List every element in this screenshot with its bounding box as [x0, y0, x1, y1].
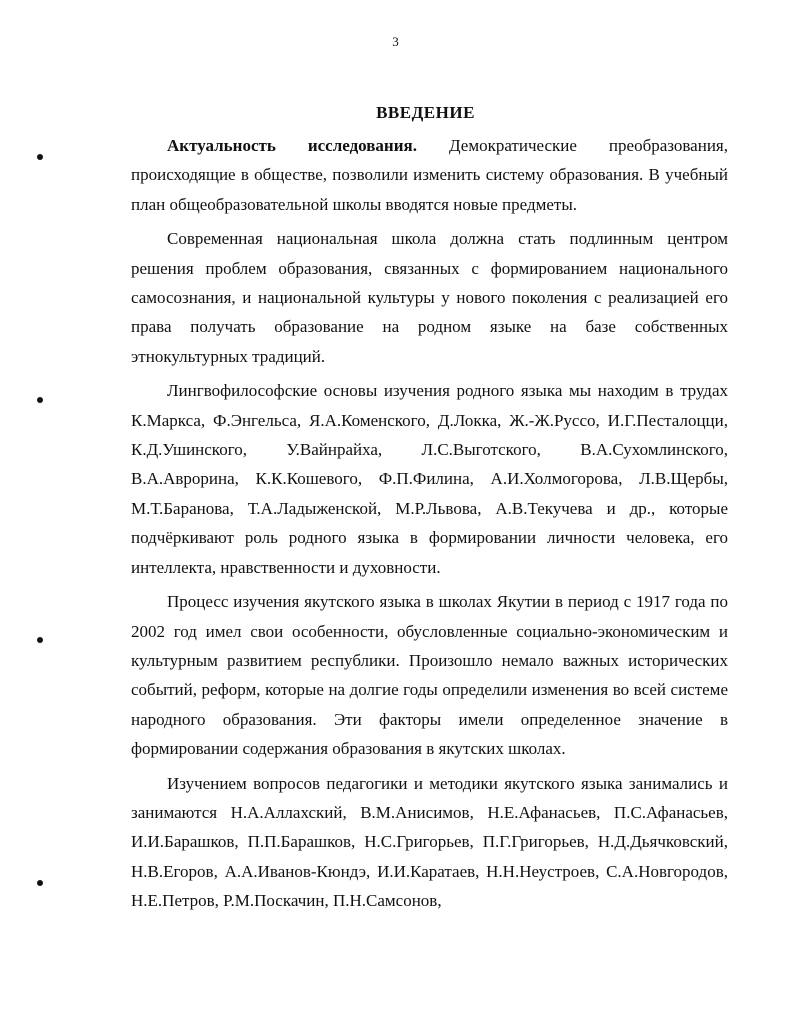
- paragraph: Процесс изучения якутского языка в школах Якутии в период с 1917 года по 2002 год имел свои особенности, обусловленные социально-экономическим и культурным развитием республики. Произошло немало важных исторических событий, реформ, которые на долгие годы определили изменения во всей системе народного образования. Эти факторы имели определенное значение в формировании содержания образования в якутских школах.: [131, 592, 728, 759]
- margin-dot: [37, 637, 43, 643]
- margin-dot: [37, 880, 43, 886]
- paragraph: Лингвофилософские основы изучения родного языка мы находим в трудах К.Маркса, Ф.Энгельса, Я.А.Коменского, Д.Локка, Ж.-Ж.Руссо, И.Г.Песталоцци, К.Д.Ушинского, У.Вайнрайха, Л.С.Выготского, В.А.Сухомлинского, В.А.Аврорина, К.К.Кошевого, Ф.П.Филина, А.И.Холмогорова, Л.В.Щербы, М.Т.Баранова, Т.А.Ладыженской, М.Р.Львова, А.В.Текучева и др., которые подчёркивают роль родного языка в формировании личности человека, его интеллекта, нравственности и духовности.: [131, 381, 728, 577]
- section-title: ВВЕДЕНИЕ: [376, 103, 475, 122]
- margin-dot: [37, 397, 43, 403]
- paragraph: Изучением вопросов педагогики и методики якутского языка занимались и занимаются Н.А.Аллахский, В.М.Анисимов, Н.Е.Афанасьев, П.С.Афанасьев, И.И.Барашков, П.П.Барашков, Н.С.Григорьев, П.Г.Григорьев, Н.Д.Дьячковский, Н.В.Егоров, А.А.Иванов-Кюндэ, И.И.Каратаев, Н.Н.Неустроев, С.А.Новгородов, Н.Е.Петров, Р.М.Поскачин, П.Н.Самсонов,: [131, 773, 728, 911]
- paragraph-relevance: [131, 131, 728, 219]
- margin-dot: [37, 154, 43, 160]
- body-text: [131, 131, 728, 916]
- paragraph-text: Демократические преобразования, происходящие в обществе, позволили изменить систему образования. В учебный план общеобразовательной школы вводятся новые предметы.: [131, 136, 728, 214]
- page-number: 3: [392, 34, 399, 49]
- paragraph: Современная национальная школа должна стать подлинным центром решения проблем образования, связанных с формированием национального самосознания, и национальной культуры у нового поколения с реализацией его права получать образование на родном языке на базе собственных этнокультурных традиций.: [131, 229, 728, 366]
- paragraph-lead: Актуальность исследования.: [167, 136, 417, 155]
